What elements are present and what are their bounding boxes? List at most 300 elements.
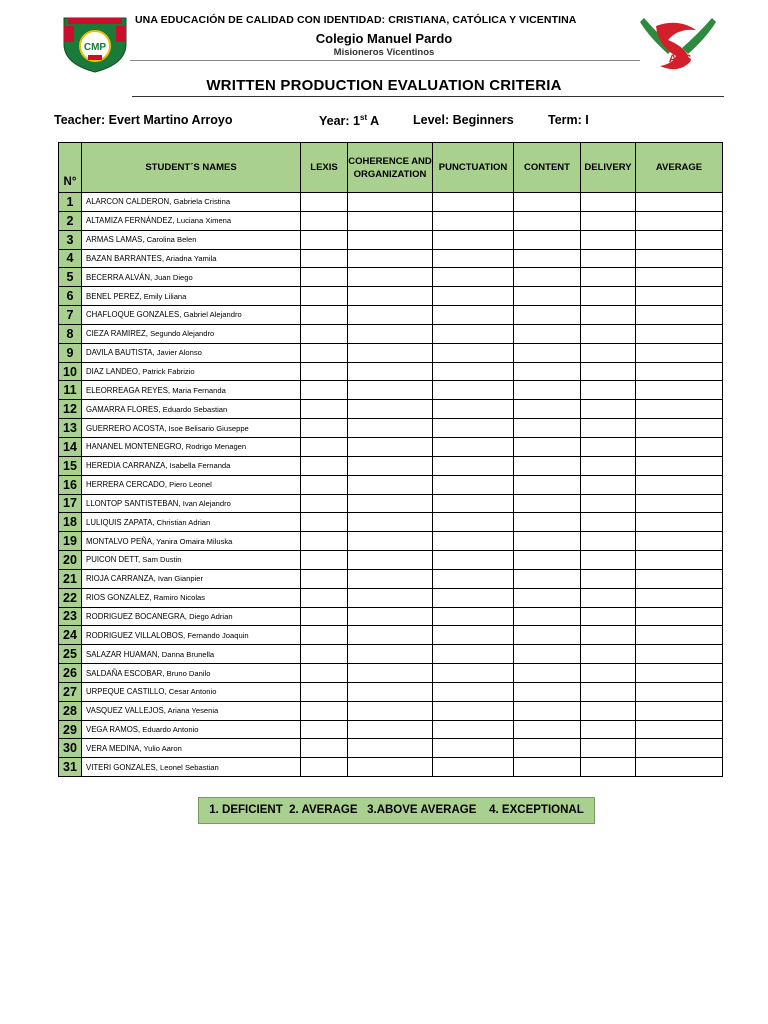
student-name [82, 249, 301, 268]
student-name [82, 230, 301, 249]
row-number: 9 [59, 343, 82, 362]
score-cell-coherence[interactable] [348, 343, 433, 362]
table-row [59, 645, 723, 664]
score-cell-content[interactable] [514, 682, 581, 701]
score-cell-average[interactable] [636, 193, 723, 212]
score-cell-delivery[interactable] [581, 456, 636, 475]
score-cell-punctuation[interactable] [433, 437, 514, 456]
table-row [59, 211, 723, 230]
score-cell-lexis[interactable] [301, 551, 348, 570]
student-given-name: Ramiro Nicolas [153, 593, 206, 603]
score-cell-punctuation[interactable] [433, 682, 514, 701]
score-cell-delivery[interactable] [581, 588, 636, 607]
row-number: 19 [59, 532, 82, 551]
row-number: 13 [59, 419, 82, 438]
score-cell-content[interactable] [514, 211, 581, 230]
score-cell-coherence[interactable] [348, 494, 433, 513]
score-cell-punctuation[interactable] [433, 343, 514, 362]
score-cell-delivery[interactable] [581, 211, 636, 230]
score-cell-coherence[interactable] [348, 720, 433, 739]
row-number: 15 [59, 456, 82, 475]
student-given-name: Ivan Alejandro [182, 498, 231, 508]
table-row [59, 664, 723, 683]
score-cell-delivery[interactable] [581, 249, 636, 268]
row-number: 12 [59, 400, 82, 419]
table-row [59, 400, 723, 419]
score-cell-average[interactable] [636, 758, 723, 777]
score-cell-delivery[interactable] [581, 701, 636, 720]
score-cell-delivery[interactable] [581, 268, 636, 287]
student-surname: RIOJA CARRANZA, [86, 574, 156, 584]
score-cell-punctuation[interactable] [433, 701, 514, 720]
crest-logo-text: CMP [83, 42, 107, 53]
score-cell-content[interactable] [514, 306, 581, 325]
score-cell-content[interactable] [514, 268, 581, 287]
score-cell-coherence[interactable] [348, 193, 433, 212]
row-number: 1 [59, 193, 82, 212]
score-cell-punctuation[interactable] [433, 324, 514, 343]
student-surname: LLONTOP SANTISTEBAN, [86, 498, 181, 508]
score-cell-delivery[interactable] [581, 758, 636, 777]
score-cell-average[interactable] [636, 419, 723, 438]
score-cell-average[interactable] [636, 569, 723, 588]
level-label: Level: Beginners [413, 113, 514, 127]
score-cell-content[interactable] [514, 645, 581, 664]
score-cell-average[interactable] [636, 701, 723, 720]
table-header-row [59, 143, 723, 193]
score-cell-delivery[interactable] [581, 682, 636, 701]
score-cell-lexis[interactable] [301, 362, 348, 381]
score-cell-average[interactable] [636, 287, 723, 306]
student-surname: VERA MEDINA, [86, 743, 142, 753]
table-row [59, 607, 723, 626]
score-cell-content[interactable] [514, 588, 581, 607]
row-number: 4 [59, 249, 82, 268]
score-cell-punctuation[interactable] [433, 456, 514, 475]
score-cell-content[interactable] [514, 720, 581, 739]
score-cell-content[interactable] [514, 758, 581, 777]
score-cell-delivery[interactable] [581, 437, 636, 456]
score-cell-coherence[interactable] [348, 532, 433, 551]
score-cell-lexis[interactable] [301, 343, 348, 362]
score-cell-lexis[interactable] [301, 324, 348, 343]
score-cell-coherence[interactable] [348, 664, 433, 683]
score-cell-punctuation[interactable] [433, 739, 514, 758]
score-cell-content[interactable] [514, 230, 581, 249]
score-cell-delivery[interactable] [581, 419, 636, 438]
score-cell-delivery[interactable] [581, 551, 636, 570]
score-cell-punctuation[interactable] [433, 211, 514, 230]
student-surname: ALARCON CALDERON, [86, 197, 172, 207]
score-cell-content[interactable] [514, 400, 581, 419]
student-name [82, 268, 301, 287]
score-cell-content[interactable] [514, 475, 581, 494]
row-number: 20 [59, 551, 82, 570]
score-cell-content[interactable] [514, 437, 581, 456]
student-surname: DIAZ LANDEO, [86, 367, 141, 377]
score-cell-coherence[interactable] [348, 701, 433, 720]
score-cell-punctuation[interactable] [433, 268, 514, 287]
score-cell-content[interactable] [514, 324, 581, 343]
score-cell-lexis[interactable] [301, 664, 348, 683]
score-cell-lexis[interactable] [301, 682, 348, 701]
table-row [59, 193, 723, 212]
score-cell-punctuation[interactable] [433, 645, 514, 664]
score-cell-average[interactable] [636, 362, 723, 381]
student-name [82, 437, 301, 456]
score-cell-average[interactable] [636, 739, 723, 758]
score-cell-content[interactable] [514, 607, 581, 626]
score-cell-coherence[interactable] [348, 475, 433, 494]
score-cell-punctuation[interactable] [433, 569, 514, 588]
score-cell-coherence[interactable] [348, 682, 433, 701]
table-row [59, 588, 723, 607]
score-cell-coherence[interactable] [348, 362, 433, 381]
score-cell-punctuation[interactable] [433, 588, 514, 607]
student-surname: DAVILA BAUTISTA, [86, 348, 155, 358]
score-cell-delivery[interactable] [581, 475, 636, 494]
score-cell-coherence[interactable] [348, 211, 433, 230]
score-cell-coherence[interactable] [348, 645, 433, 664]
score-cell-lexis[interactable] [301, 193, 348, 212]
score-cell-punctuation[interactable] [433, 381, 514, 400]
score-cell-delivery[interactable] [581, 287, 636, 306]
score-cell-lexis[interactable] [301, 758, 348, 777]
student-name [82, 645, 301, 664]
score-cell-average[interactable] [636, 494, 723, 513]
table-row [59, 720, 723, 739]
title-underline [132, 96, 724, 97]
score-cell-lexis[interactable] [301, 475, 348, 494]
table-row [59, 268, 723, 287]
score-cell-delivery[interactable] [581, 193, 636, 212]
score-cell-average[interactable] [636, 306, 723, 325]
score-cell-content[interactable] [514, 513, 581, 532]
score-cell-punctuation[interactable] [433, 626, 514, 645]
school-subtitle: Misioneros Vicentinos [333, 47, 435, 58]
student-given-name: Patrick Fabrizio [142, 367, 195, 377]
student-surname: SALDAÑA ESCOBAR, [86, 668, 165, 678]
score-cell-lexis[interactable] [301, 513, 348, 532]
score-cell-delivery[interactable] [581, 324, 636, 343]
table-row [59, 419, 723, 438]
score-cell-punctuation[interactable] [433, 249, 514, 268]
student-name [82, 607, 301, 626]
student-surname: GUERRERO ACOSTA, [86, 423, 167, 433]
score-cell-average[interactable] [636, 607, 723, 626]
row-number: 31 [59, 758, 82, 777]
aes-logo-text: AES [668, 53, 692, 65]
score-cell-lexis[interactable] [301, 645, 348, 664]
score-cell-coherence[interactable] [348, 381, 433, 400]
score-cell-average[interactable] [636, 400, 723, 419]
student-name [82, 664, 301, 683]
student-given-name: Eduardo Antonio [142, 725, 199, 735]
header-divider [130, 60, 640, 61]
score-cell-average[interactable] [636, 532, 723, 551]
score-cell-lexis[interactable] [301, 494, 348, 513]
score-cell-punctuation[interactable] [433, 758, 514, 777]
score-cell-delivery[interactable] [581, 381, 636, 400]
score-cell-lexis[interactable] [301, 306, 348, 325]
year-label [319, 113, 379, 128]
score-cell-average[interactable] [636, 249, 723, 268]
student-surname: VASQUEZ VALLEJOS, [86, 706, 166, 716]
row-number: 22 [59, 588, 82, 607]
student-name [82, 569, 301, 588]
score-cell-delivery[interactable] [581, 645, 636, 664]
table-row [59, 287, 723, 306]
score-cell-average[interactable] [636, 588, 723, 607]
score-cell-delivery[interactable] [581, 362, 636, 381]
student-given-name: Emily Liliana [143, 291, 187, 301]
score-cell-punctuation[interactable] [433, 475, 514, 494]
score-cell-lexis[interactable] [301, 249, 348, 268]
document-title: WRITTEN PRODUCTION EVALUATION CRITERIA [206, 77, 562, 94]
score-cell-punctuation[interactable] [433, 513, 514, 532]
table-row [59, 532, 723, 551]
score-cell-coherence[interactable] [348, 551, 433, 570]
header-content: CONTENT [514, 143, 581, 193]
table-row [59, 456, 723, 475]
score-cell-content[interactable] [514, 739, 581, 758]
score-cell-lexis[interactable] [301, 400, 348, 419]
student-name [82, 475, 301, 494]
student-surname: RODRIGUEZ VILLALOBOS, [86, 630, 186, 640]
score-cell-lexis[interactable] [301, 211, 348, 230]
student-given-name: Segundo Alejandro [150, 329, 215, 339]
score-cell-lexis[interactable] [301, 739, 348, 758]
score-cell-content[interactable] [514, 456, 581, 475]
row-number: 18 [59, 513, 82, 532]
student-given-name: Yanira Omaira Miluska [156, 536, 233, 546]
score-cell-lexis[interactable] [301, 268, 348, 287]
student-name [82, 362, 301, 381]
evaluation-table [58, 142, 723, 777]
score-cell-average[interactable] [636, 682, 723, 701]
score-cell-average[interactable] [636, 626, 723, 645]
score-cell-delivery[interactable] [581, 230, 636, 249]
score-cell-content[interactable] [514, 381, 581, 400]
score-cell-coherence[interactable] [348, 626, 433, 645]
student-surname: SALAZAR HUAMAN, [86, 649, 160, 659]
score-cell-coherence[interactable] [348, 739, 433, 758]
score-cell-content[interactable] [514, 664, 581, 683]
header-punctuation: PUNCTUATION [433, 143, 514, 193]
grading-scale-legend: 1. DEFICIENT 2. AVERAGE 3.ABOVE AVERAGE 4. EXCEPTIONAL [198, 797, 595, 824]
table-row [59, 494, 723, 513]
row-number: 5 [59, 268, 82, 287]
year-section: A [367, 114, 380, 129]
score-cell-lexis[interactable] [301, 437, 348, 456]
score-cell-lexis[interactable] [301, 626, 348, 645]
score-cell-punctuation[interactable] [433, 362, 514, 381]
score-cell-punctuation[interactable] [433, 230, 514, 249]
score-cell-coherence[interactable] [348, 400, 433, 419]
score-cell-delivery[interactable] [581, 569, 636, 588]
student-given-name: Isoe Belisario Giuseppe [168, 423, 249, 433]
score-cell-punctuation[interactable] [433, 400, 514, 419]
score-cell-content[interactable] [514, 494, 581, 513]
table-row [59, 249, 723, 268]
score-cell-lexis[interactable] [301, 230, 348, 249]
header-student-names: STUDENT´S NAMES [82, 143, 301, 193]
score-cell-average[interactable] [636, 381, 723, 400]
score-cell-delivery[interactable] [581, 513, 636, 532]
student-name [82, 324, 301, 343]
score-cell-coherence[interactable] [348, 437, 433, 456]
table-row [59, 230, 723, 249]
score-cell-punctuation[interactable] [433, 720, 514, 739]
row-number: 29 [59, 720, 82, 739]
row-number: 2 [59, 211, 82, 230]
score-cell-content[interactable] [514, 249, 581, 268]
score-cell-lexis[interactable] [301, 701, 348, 720]
row-number: 26 [59, 664, 82, 683]
table-row [59, 437, 723, 456]
student-name [82, 682, 301, 701]
student-surname: GAMARRA FLORES, [86, 404, 161, 414]
student-name [82, 211, 301, 230]
score-cell-content[interactable] [514, 532, 581, 551]
score-cell-lexis[interactable] [301, 569, 348, 588]
student-given-name: Carolina Belen [146, 235, 197, 245]
score-cell-coherence[interactable] [348, 419, 433, 438]
score-cell-punctuation[interactable] [433, 419, 514, 438]
row-number: 3 [59, 230, 82, 249]
score-cell-lexis[interactable] [301, 588, 348, 607]
score-cell-coherence[interactable] [348, 230, 433, 249]
student-surname: BAZAN BARRANTES, [86, 253, 164, 263]
score-cell-average[interactable] [636, 551, 723, 570]
score-cell-coherence[interactable] [348, 569, 433, 588]
score-cell-coherence[interactable] [348, 249, 433, 268]
score-cell-average[interactable] [636, 513, 723, 532]
score-cell-average[interactable] [636, 324, 723, 343]
student-given-name: Eduardo Sebastian [162, 404, 228, 414]
student-name [82, 758, 301, 777]
score-cell-punctuation[interactable] [433, 532, 514, 551]
score-cell-delivery[interactable] [581, 664, 636, 683]
student-name [82, 551, 301, 570]
student-surname: HEREDIA CARRANZA, [86, 461, 168, 471]
score-cell-coherence[interactable] [348, 324, 433, 343]
row-number: 24 [59, 626, 82, 645]
student-given-name: Ariadna Yamila [165, 253, 217, 263]
score-cell-coherence[interactable] [348, 513, 433, 532]
student-surname: RODRIGUEZ BOCANEGRA, [86, 611, 187, 621]
score-cell-content[interactable] [514, 287, 581, 306]
student-given-name: Christian Adrian [156, 517, 211, 527]
score-cell-average[interactable] [636, 720, 723, 739]
score-cell-average[interactable] [636, 645, 723, 664]
score-cell-punctuation[interactable] [433, 193, 514, 212]
score-cell-content[interactable] [514, 569, 581, 588]
score-cell-punctuation[interactable] [433, 306, 514, 325]
score-cell-average[interactable] [636, 230, 723, 249]
score-cell-average[interactable] [636, 211, 723, 230]
score-cell-delivery[interactable] [581, 626, 636, 645]
score-cell-content[interactable] [514, 626, 581, 645]
student-surname: HANANEL MONTENEGRO, [86, 442, 184, 452]
score-cell-content[interactable] [514, 362, 581, 381]
score-cell-coherence[interactable] [348, 758, 433, 777]
score-cell-lexis[interactable] [301, 607, 348, 626]
score-cell-lexis[interactable] [301, 381, 348, 400]
teacher-label: Teacher: Evert Martino Arroyo [54, 113, 233, 127]
year-ordinal: st [360, 113, 368, 122]
score-cell-punctuation[interactable] [433, 494, 514, 513]
score-cell-lexis[interactable] [301, 456, 348, 475]
score-cell-lexis[interactable] [301, 720, 348, 739]
score-cell-average[interactable] [636, 456, 723, 475]
score-cell-content[interactable] [514, 193, 581, 212]
score-cell-coherence[interactable] [348, 456, 433, 475]
score-cell-punctuation[interactable] [433, 551, 514, 570]
score-cell-delivery[interactable] [581, 739, 636, 758]
score-cell-coherence[interactable] [348, 268, 433, 287]
score-cell-average[interactable] [636, 437, 723, 456]
score-cell-lexis[interactable] [301, 419, 348, 438]
row-number: 30 [59, 739, 82, 758]
student-surname: ALTAMIZA FERNÁNDEZ, [86, 216, 175, 226]
score-cell-content[interactable] [514, 551, 581, 570]
score-cell-delivery[interactable] [581, 607, 636, 626]
score-cell-delivery[interactable] [581, 343, 636, 362]
year-prefix: Year: 1 [319, 114, 361, 129]
score-cell-delivery[interactable] [581, 494, 636, 513]
student-name [82, 193, 301, 212]
table-row [59, 324, 723, 343]
score-cell-content[interactable] [514, 419, 581, 438]
student-surname: URPEQUE CASTILLO, [86, 687, 167, 697]
score-cell-average[interactable] [636, 475, 723, 494]
row-number: 7 [59, 306, 82, 325]
score-cell-punctuation[interactable] [433, 664, 514, 683]
score-cell-coherence[interactable] [348, 306, 433, 325]
student-given-name: Gabriela Cristina [173, 197, 231, 207]
table-row [59, 513, 723, 532]
score-cell-average[interactable] [636, 343, 723, 362]
score-cell-delivery[interactable] [581, 400, 636, 419]
score-cell-delivery[interactable] [581, 532, 636, 551]
student-surname: HERRERA CERCADO, [86, 480, 168, 490]
score-cell-average[interactable] [636, 268, 723, 287]
student-given-name: Isabella Fernanda [169, 461, 231, 471]
row-number: 28 [59, 701, 82, 720]
score-cell-content[interactable] [514, 343, 581, 362]
student-name [82, 400, 301, 419]
student-given-name: Javier Alonso [156, 348, 202, 358]
student-given-name: Gabriel Alejandro [183, 310, 242, 320]
score-cell-average[interactable] [636, 664, 723, 683]
score-cell-coherence[interactable] [348, 588, 433, 607]
student-given-name: Bruno Danilo [166, 668, 211, 678]
student-surname: RIOS GONZALEZ, [86, 593, 152, 603]
score-cell-delivery[interactable] [581, 720, 636, 739]
score-cell-lexis[interactable] [301, 287, 348, 306]
student-given-name: Ivan Gianpier [157, 574, 204, 584]
school-motto: UNA EDUCACIÓN DE CALIDAD CON IDENTIDAD: CRISTIANA, CATÓLICA Y VICENTINA [135, 14, 577, 26]
score-cell-punctuation[interactable] [433, 287, 514, 306]
student-given-name: Ariana Yesenia [167, 706, 219, 716]
score-cell-delivery[interactable] [581, 306, 636, 325]
score-cell-content[interactable] [514, 701, 581, 720]
score-cell-coherence[interactable] [348, 607, 433, 626]
score-cell-lexis[interactable] [301, 532, 348, 551]
score-cell-punctuation[interactable] [433, 607, 514, 626]
score-cell-coherence[interactable] [348, 287, 433, 306]
